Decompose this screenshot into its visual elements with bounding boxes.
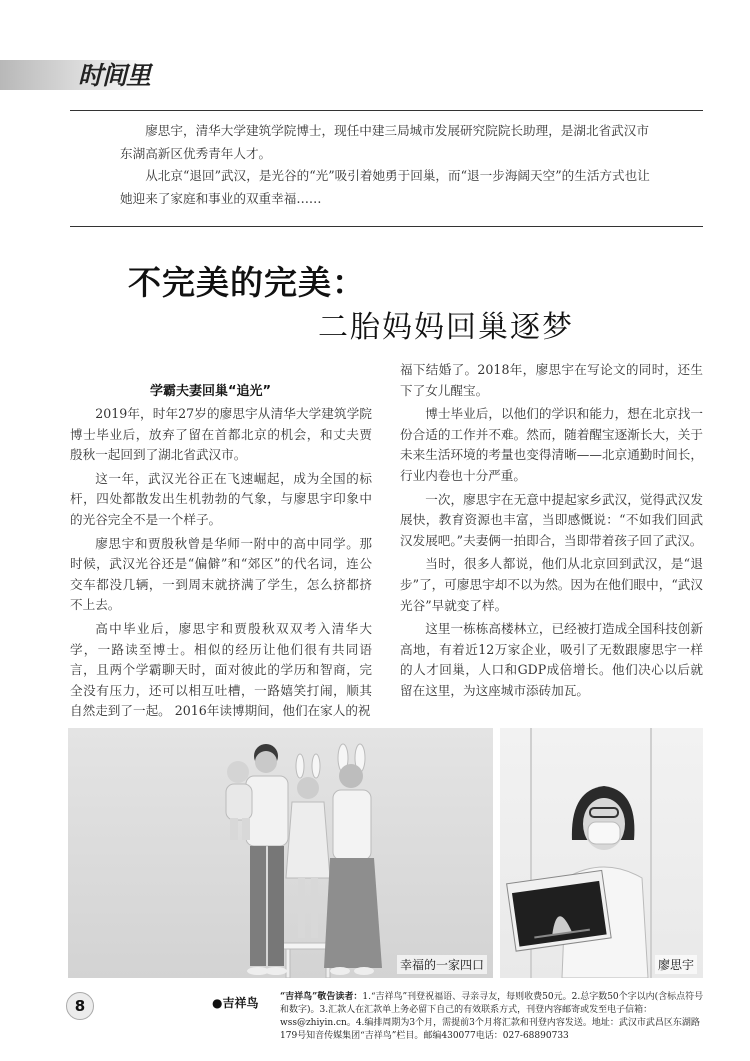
intro-rule-top [70,110,703,111]
portrait-photo-caption: 廖思宇 [655,955,697,974]
family-photo-illustration [68,728,493,978]
body-paragraph: 2019年，时年27岁的廖思宇从清华大学建筑学院博士毕业后，放弃了留在首都北京的机会，和丈夫贾殷秋一起回到了湖北省武汉市。 [70,406,372,463]
right-column [400,360,703,705]
body-paragraph: 博士毕业后，以他们的学识和能力，想在北京找一份合适的工作并不难。然而，随着醒宝逐渐长大，关于未来生活环境的考量也变得清晰——北京通勤时间长，行业内卷也十分严重。 [400,406,703,483]
family-photo [68,728,493,978]
intro-block [120,120,655,210]
footer-brand: ●吉祥鸟 [212,996,259,1010]
reader-notice-title: “吉祥鸟”敬告读者： [280,992,363,1002]
body-paragraph: 高中毕业后，廖思宇和贾殷秋双双考入清华大学，一路读至博士。相似的经历让他们很有共同语言，且两个学霸聊天时，面对彼此的学历和智商，完全没有压力，还可以相互吐槽，一路嬉笑打闹，顺其自然走到了一起。 2016年读博期间，他们在家人的祝 [70,620,372,719]
body-paragraph: 一次，廖思宇在无意中提起家乡武汉，觉得武汉发展快，教育资源也丰富，当即感慨说：“不如我们回武汉发展吧。”夫妻俩一拍即合，当即带着孩子回了武汉。 [400,491,703,548]
body-paragraph: 这一年，武汉光谷正在飞速崛起，成为全国的标杆，四处都散发出生机勃勃的气象，与廖思宇印象中的光谷完全不是一个样子。 [70,470,372,527]
body-paragraph: 福下结婚了。2018年，廖思宇在写论文的同时，还生下了女儿醒宝。 [400,362,703,398]
article-title-line2: 二胎妈妈回巢逐梦 [318,310,574,345]
portrait-photo [500,728,703,978]
body-paragraph: 这里一栋栋高楼林立，已经被打造成全国科技创新高地，有着近12万家企业，吸引了无数跟廖思宇一样的人才回巢，人口和GDP成倍增长。他们决心以后就留在这里，为这座城市添砖加瓦。 [400,621,703,698]
page-number: 8 [66,992,94,1020]
reader-notice [280,991,706,1043]
body-paragraph: 当时，很多人都说，他们从北京回到武汉，是“退步”了，可廖思宇却不以为然。因为在他们眼中，“武汉光谷”早就变了样。 [400,556,703,613]
portrait-photo-illustration [500,728,703,978]
intro-paragraph: 廖思宇，清华大学建筑学院博士，现任中建三局城市发展研究院院长助理，是湖北省武汉市东湖高新区优秀青年人才。 [120,123,649,161]
intro-rule-bottom [70,226,703,227]
article-title-line1: 不完美的完美： [128,263,366,302]
column-logo: 时间里 [78,61,151,90]
body-paragraph: 廖思宇和贾殷秋曾是华师一附中的高中同学。那时候，武汉光谷还是“偏僻”和“郊区”的代名词，连公交车都没几辆，一到周末就挤满了学生，怎么挤都挤不上去。 [70,535,372,613]
reader-notice-body: 1.“吉祥鸟”刊登祝福语、寻亲寻友，每则收费50元。2.总字数50个字以内(含标点符号和数字)。3.汇款人在汇款单上务必留下自己的有效联系方式，刊登内容邮寄或发至电子信箱：wss@zhiyin.cn。4.编排周期为3个月，需提前3个月将汇款和刊登内容发送。地址：武汉市武昌区东湖路179号知音传媒集团“吉祥鸟”栏目。邮编430077电话：027-68890733 [280,992,704,1041]
left-column [70,404,372,725]
family-photo-caption: 幸福的一家四口 [397,955,487,974]
intro-paragraph: 从北京“退回”武汉，是光谷的“光”吸引着她勇于回巢，而“退一步海阔天空”的生活方式也让她迎来了家庭和事业的双重幸福…… [120,168,650,206]
section-subheading: 学霸夫妻回巢“追光” [150,384,272,399]
